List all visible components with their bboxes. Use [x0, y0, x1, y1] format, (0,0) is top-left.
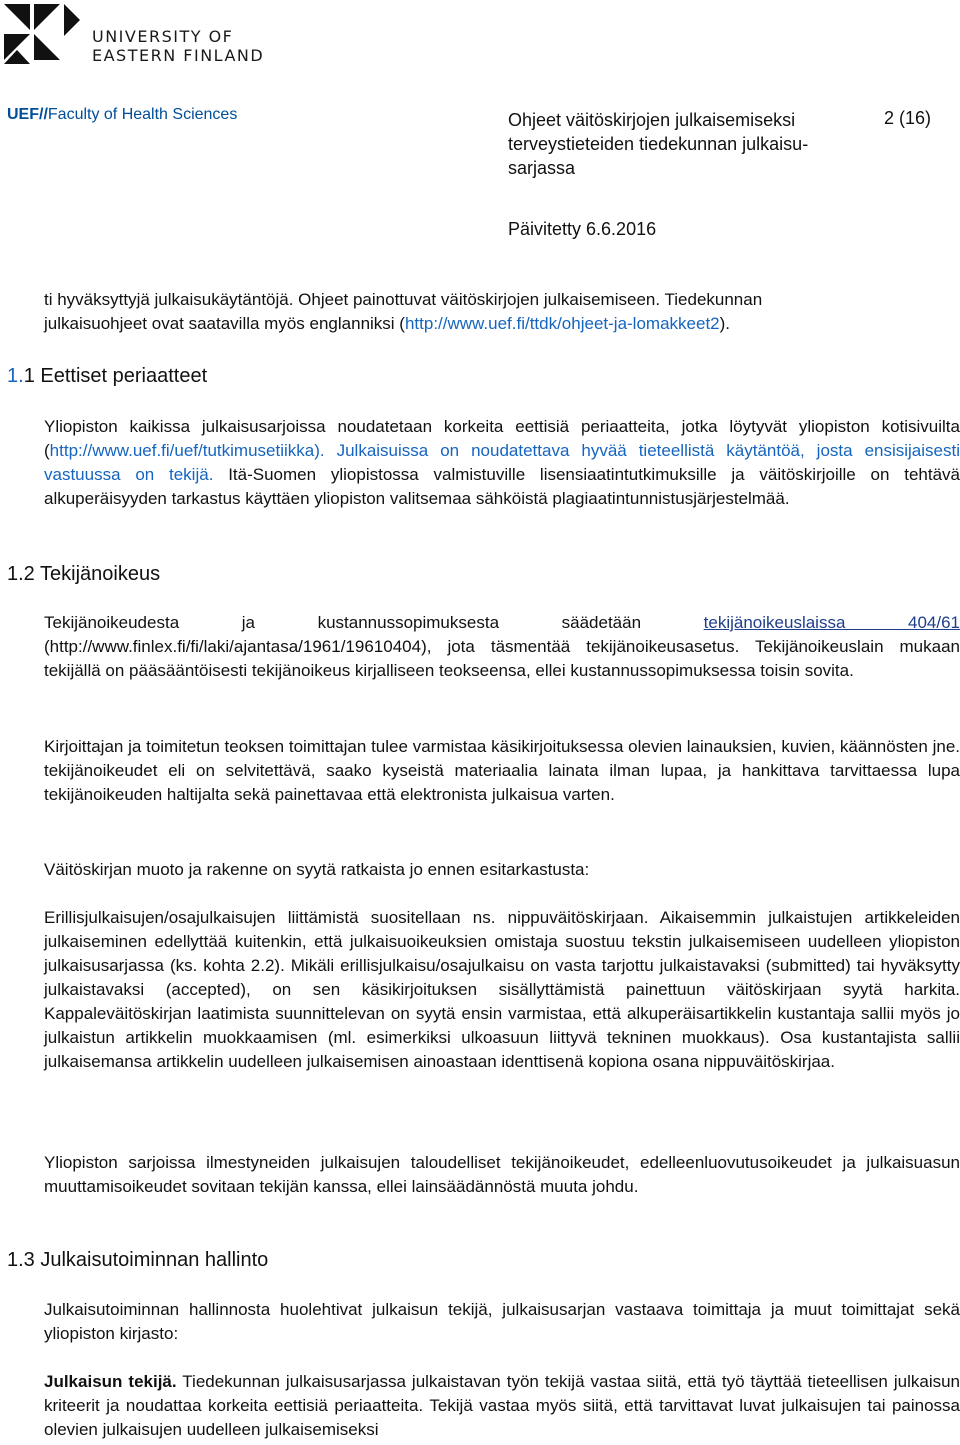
- faculty-label: [7, 106, 237, 124]
- copyright-paragraph-2: Kirjoittajan ja toimitetun teoksen toimittajan tulee varmistaa käsikirjoituksessa olevien lainauksien, kuvien, käännösten jne. tekijänoikeudet eli on selvitettävä, saako kyseistä materiaalia lainata ilman lupaa, ja hankittava tarvittaessa lupa tekijänoikeuden haltijalta sekä painettavaa että elektronista julkaisua varten.: [44, 737, 960, 804]
- page-number: 2 (16): [884, 108, 932, 128]
- title-line-1: Ohjeet väitöskirjojen julkaisemiseksi: [508, 110, 796, 130]
- ethics-text-c: Itä-Suomen yliopistossa valmistuville lisensiaatintutkimuksille ja väitöskirjoille on tehtävä alkuperäisyyden tarkastus käyttäen yliopiston valitsemaa sähköistä plagiaatintunnistusjärjestelmää.: [44, 465, 960, 508]
- copyright-paragraph-4: Erillisjulkaisujen/osajulkaisujen liittämistä suositellaan ns. nippuväitöskirjaan. Aikaisemmin julkaistujen artikkeleiden julkaiseminen edellyttää kuitenkin, että julkaisuoikeuksien omistaja suostuu tekstin julkaisemiseen uudelleen yliopiston julkaisusarjassa (ks. kohta 2.2). Mikäli erillisjulkaisu/osajulkaisu on vasta tarjottu julkaistavaksi (submitted) tai hyväksytty julkaistavaksi (accepted), on sen käsikirjoituksen sisällyttämistä painettuun väitöskirjaan syytä harkita. Kappaleväitöskirjan laatimista suunnittelevan on syytä ensin varmistaa, että alkuperäisartikkelin kustantaja sallii myös jo julkaistun artikkelin muokkaamisen (ml. esimerkiksi ulkoasuun liittyvä tekninen muokkaus). Osa kustantajista sallii julkaisemansa artikkelin uudelleen julkaisemisen ainoastaan identtisenä kopiona osana nippuväitöskirjaa.: [44, 908, 960, 1071]
- copyright-paragraph-1: [44, 611, 960, 683]
- intro-line-2-text: julkaisuohjeet ovat saatavilla myös englanniksi (: [44, 314, 405, 333]
- faculty-name: Faculty of Health Sciences: [47, 106, 238, 123]
- ethics-paragraph: [44, 415, 960, 511]
- document-title: [508, 108, 868, 180]
- section-heading-1-1: [7, 365, 207, 388]
- title-line-2: terveystieteiden tiedekunnan julkaisu-: [508, 134, 809, 154]
- copyright-paragraph-3: Väitöskirjan muoto ja rakenne on syytä ratkaista jo ennen esitarkastusta:: [44, 860, 590, 879]
- copyright-law-link[interactable]: tekijänoikeuslaissa 404/61: [703, 613, 960, 632]
- copyright-text-a: Tekijänoikeudesta ja kustannussopimuksesta säädetään: [44, 613, 704, 632]
- section-heading-1-1-text: 1 Eettiset periaatteet: [23, 365, 208, 387]
- title-line-3: sarjassa: [508, 158, 576, 178]
- author-text: Tiedekunnan julkaisusarjassa julkaistavan työn tekijä vastaa siitä, että työ täyttää tieteellisen julkaisun kriteerit ja noudattaa korkeita eettisiä periaatteita. Tekijä vastaa myös siitä, että tarvittavat luvat julkaisujen tai painossa olevien julkaisujen uudelleen julkaisemiseksi: [44, 1372, 960, 1439]
- logo-line-2: EASTERN FINLAND: [92, 46, 265, 65]
- copyright-paragraph-5: Yliopiston sarjoissa ilmestyneiden julkaisujen taloudelliset tekijänoikeudet, edelleenluovutusoikeudet ja julkaisuasun muuttamisoikeudet sovitaan tekijän kanssa, ellei lainsäädännöstä muuta johdu.: [44, 1153, 960, 1196]
- research-ethics-link[interactable]: http://www.uef.fi/uef/tutkimusetiikka: [49, 441, 315, 460]
- author-label: Julkaisun tekijä.: [44, 1372, 177, 1391]
- intro-paragraph: [44, 288, 960, 336]
- logo-wordmark: [92, 27, 264, 65]
- administration-paragraph-1: Julkaisutoiminnan hallinnosta huolehtivat julkaisun tekijä, julkaisusarjan vastaava toimittaja ja muut toimittajat sekä yliopiston kirjasto:: [44, 1300, 960, 1343]
- ethics-text-b: ). Julkaisuissa on noudatettava hyvää tieteellistä käytäntöä, josta ensisijaisesti vastuussa on tekijä.: [44, 441, 960, 484]
- updated-date: Päivitetty 6.6.2016: [508, 219, 657, 239]
- faculty-prefix: UEF//: [7, 106, 48, 123]
- intro-line-1: ti hyväksyttyjä julkaisukäytäntöjä. Ohjeet painottuvat väitöskirjojen julkaisemiseen. Tiedekunnan: [44, 290, 763, 309]
- administration-paragraph-2: [44, 1370, 960, 1442]
- ethics-text-a: Yliopiston kaikissa julkaisusarjoissa noudatetaan korkeita eettisiä periaatteita, jotka löytyvät yliopiston kotisivuilta (: [44, 417, 960, 460]
- intro-line-2-end: ).: [719, 314, 731, 333]
- copyright-text-b: (http://www.finlex.fi/fi/laki/ajantasa/1961/19610404), jota täsmentää tekijänoikeusasetus. Tekijänoikeuslain mukaan tekijällä on pääsääntöisesti tekijänoikeus kirjalliseen teokseensa, ellei kustannussopimuksessa toisin sovita.: [44, 637, 960, 680]
- ttdk-guidelines-link[interactable]: http://www.uef.fi/ttdk/ohjeet-ja-lomakkeet2: [404, 314, 720, 333]
- section-heading-1-2: 1.2 Tekijänoikeus: [7, 563, 161, 585]
- uef-logo-mark-icon: [0, 0, 82, 68]
- section-number-link[interactable]: 1.: [7, 365, 24, 387]
- section-heading-1-3: 1.3 Julkaisutoiminnan hallinto: [7, 1249, 269, 1271]
- intro-line-2: [44, 312, 960, 336]
- logo-line-1: UNIVERSITY OF: [92, 27, 234, 46]
